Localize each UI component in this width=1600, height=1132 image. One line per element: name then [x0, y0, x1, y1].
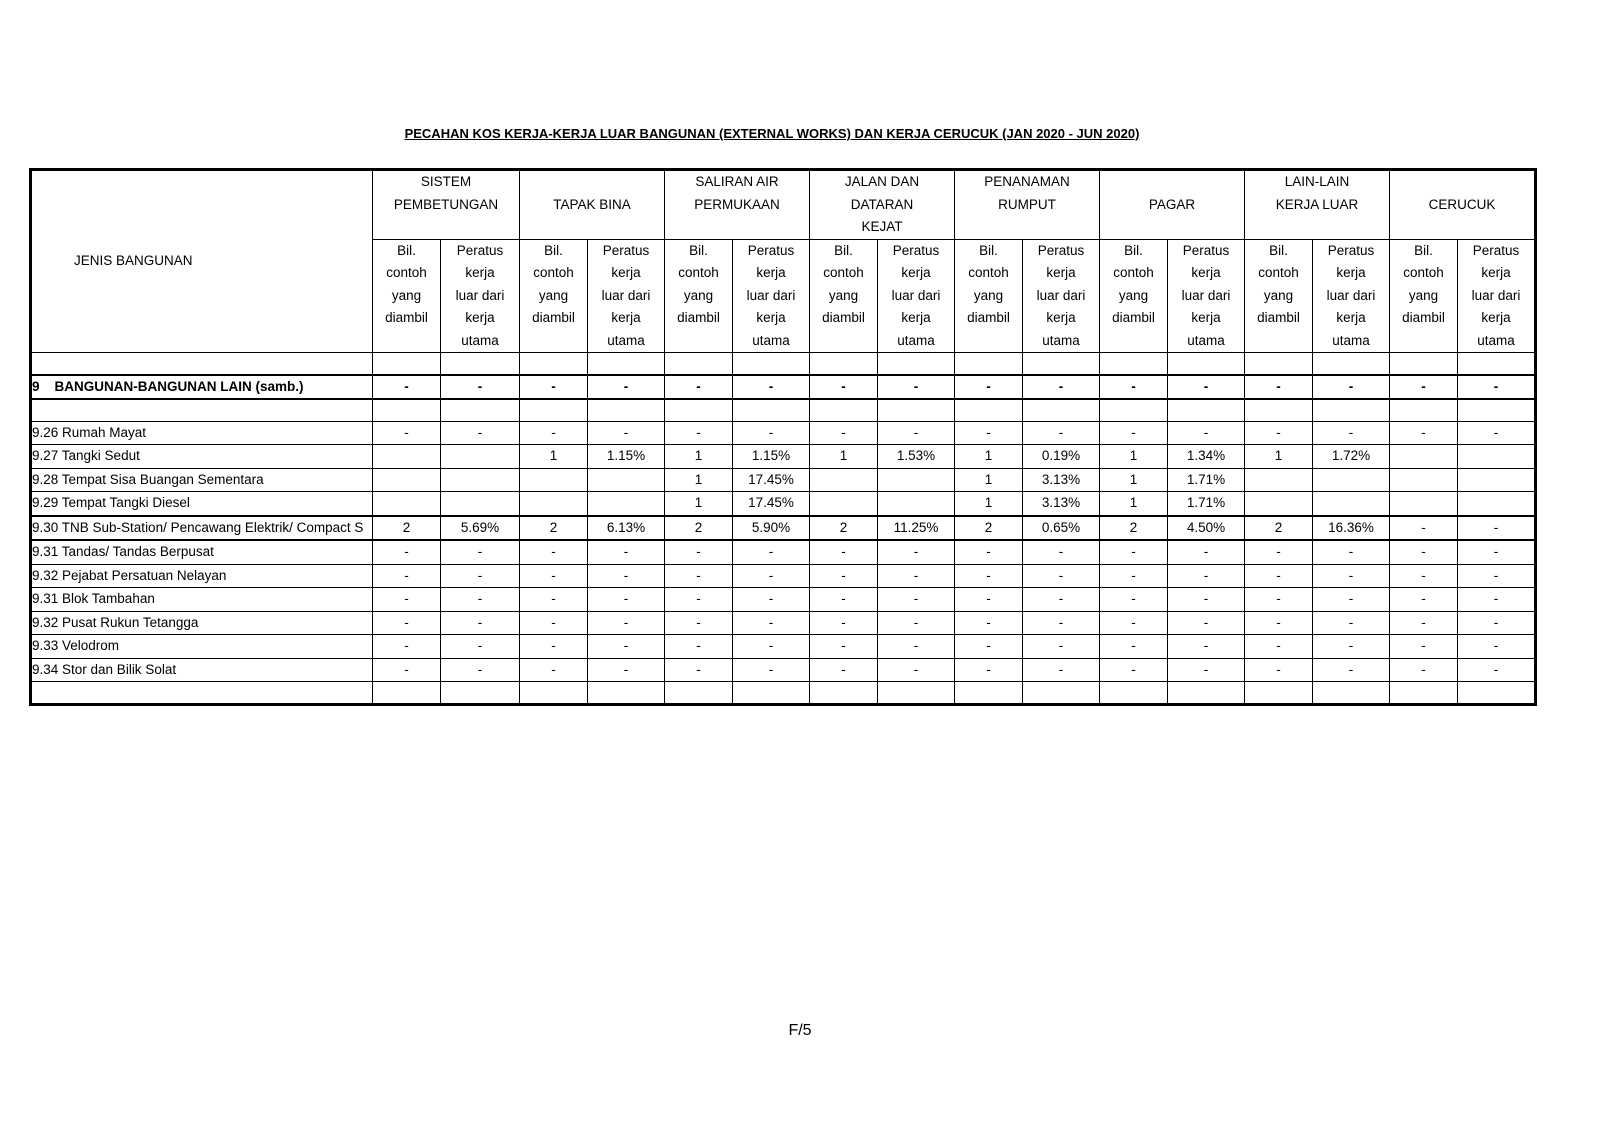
cell-bil	[1245, 353, 1313, 375]
row-label: 9.34 Stor dan Bilik Solat	[32, 658, 373, 682]
cell-peratus	[1023, 399, 1100, 421]
header-group: SALIRAN AIR PERMUKAAN	[665, 171, 810, 240]
table-row	[32, 588, 1535, 612]
cell-bil	[373, 353, 441, 375]
row-label: 9.27 Tangki Sedut	[32, 445, 373, 469]
cell-bil: -	[373, 375, 441, 400]
cell-bil	[1245, 399, 1313, 421]
cell-peratus: 11.25%	[878, 516, 955, 541]
cell-peratus	[1313, 399, 1390, 421]
cell-peratus	[1458, 492, 1535, 516]
cell-peratus: 3.13%	[1023, 492, 1100, 516]
cell-bil: -	[520, 564, 588, 588]
cell-peratus: 1.71%	[1168, 492, 1245, 516]
cell-bil: -	[810, 564, 878, 588]
cell-peratus: -	[1313, 564, 1390, 588]
cell-peratus: -	[1313, 588, 1390, 612]
cell-peratus	[441, 399, 520, 421]
cell-bil: -	[1245, 611, 1313, 635]
cell-bil: -	[1390, 516, 1458, 541]
row-label: 9.32 Pusat Rukun Tetangga	[32, 611, 373, 635]
cell-peratus: -	[733, 421, 810, 445]
cell-peratus: -	[878, 540, 955, 564]
cell-peratus: -	[878, 564, 955, 588]
cell-bil: -	[1100, 421, 1168, 445]
cell-peratus: -	[1313, 421, 1390, 445]
cell-peratus	[1023, 353, 1100, 375]
cell-peratus: 5.90%	[733, 516, 810, 541]
cell-peratus: -	[733, 611, 810, 635]
row-label: 9.33 Velodrom	[32, 635, 373, 659]
cell-peratus	[441, 445, 520, 469]
header-bil: Bil. contoh yang diambil	[810, 239, 878, 353]
cell-peratus: -	[441, 658, 520, 682]
cell-peratus: -	[1313, 540, 1390, 564]
header-peratus: Peratus kerja luar dari kerja utama	[1168, 239, 1245, 353]
cell-peratus: -	[1168, 421, 1245, 445]
row-label: 9.30 TNB Sub-Station/ Pencawang Elektrik/ Compact S	[32, 516, 373, 541]
cell-peratus: -	[1168, 564, 1245, 588]
cell-bil	[520, 353, 588, 375]
cell-bil: -	[810, 540, 878, 564]
cell-peratus: 4.50%	[1168, 516, 1245, 541]
cell-peratus: 1.34%	[1168, 445, 1245, 469]
cell-peratus: -	[441, 421, 520, 445]
cell-peratus: -	[1458, 516, 1535, 541]
cell-peratus	[588, 399, 665, 421]
cell-peratus: -	[588, 564, 665, 588]
cell-bil: -	[373, 658, 441, 682]
row-label: 9.31 Blok Tambahan	[32, 588, 373, 612]
cell-bil: -	[665, 611, 733, 635]
header-peratus: Peratus kerja luar dari kerja utama	[1313, 239, 1390, 353]
cell-peratus: -	[588, 658, 665, 682]
cell-peratus: -	[1458, 540, 1535, 564]
header-group: LAIN-LAIN KERJA LUAR	[1245, 171, 1390, 240]
cell-peratus: -	[1023, 588, 1100, 612]
cell-peratus: 17.45%	[733, 492, 810, 516]
cell-bil	[520, 399, 588, 421]
cell-bil: -	[520, 588, 588, 612]
cell-peratus	[588, 468, 665, 492]
cell-peratus: -	[1313, 658, 1390, 682]
cell-peratus	[878, 353, 955, 375]
cell-peratus	[733, 682, 810, 704]
cell-peratus	[1458, 682, 1535, 704]
cell-bil: -	[373, 588, 441, 612]
header-bil: Bil. contoh yang diambil	[665, 239, 733, 353]
cell-bil: -	[520, 635, 588, 659]
page-number: F/5	[788, 1022, 812, 1039]
cell-bil: -	[1390, 564, 1458, 588]
cell-peratus: -	[1168, 635, 1245, 659]
cell-peratus: -	[588, 611, 665, 635]
cell-peratus	[1313, 353, 1390, 375]
cell-bil: -	[955, 421, 1023, 445]
cell-peratus	[878, 492, 955, 516]
cell-bil: -	[1100, 611, 1168, 635]
cell-peratus	[1458, 353, 1535, 375]
cell-bil	[520, 682, 588, 704]
cell-peratus: -	[1313, 375, 1390, 400]
cell-bil: -	[810, 611, 878, 635]
table-row	[32, 445, 1535, 469]
cell-peratus	[441, 468, 520, 492]
cell-bil	[810, 682, 878, 704]
cell-peratus: -	[441, 564, 520, 588]
row-label	[32, 353, 373, 375]
cell-bil: 2	[520, 516, 588, 541]
cell-bil	[810, 492, 878, 516]
cell-bil: -	[955, 588, 1023, 612]
cell-bil	[1390, 468, 1458, 492]
cell-peratus: 1.71%	[1168, 468, 1245, 492]
header-bil: Bil. contoh yang diambil	[1390, 239, 1458, 353]
cell-bil: -	[520, 540, 588, 564]
cell-bil: -	[665, 375, 733, 400]
cell-bil	[665, 399, 733, 421]
cell-peratus	[588, 353, 665, 375]
cell-bil: -	[373, 635, 441, 659]
cell-bil: -	[1100, 635, 1168, 659]
cell-peratus	[588, 682, 665, 704]
cell-bil: -	[1390, 421, 1458, 445]
cell-peratus: 0.19%	[1023, 445, 1100, 469]
header-group: TAPAK BINA	[520, 171, 665, 240]
cell-peratus: -	[441, 588, 520, 612]
cell-bil: -	[520, 421, 588, 445]
row-label: 9.31 Tandas/ Tandas Berpusat	[32, 540, 373, 564]
header-bil: Bil. contoh yang diambil	[520, 239, 588, 353]
cell-bil: -	[1390, 375, 1458, 400]
cell-peratus: 6.13%	[588, 516, 665, 541]
row-label: 9 BANGUNAN-BANGUNAN LAIN (samb.)	[32, 375, 373, 400]
header-group: CERUCUK	[1390, 171, 1535, 240]
cell-bil	[1100, 353, 1168, 375]
cell-bil	[810, 353, 878, 375]
cell-peratus: -	[441, 540, 520, 564]
table-row	[32, 611, 1535, 635]
cell-bil: 1	[955, 468, 1023, 492]
header-bil: Bil. contoh yang diambil	[1245, 239, 1313, 353]
header-peratus: Peratus kerja luar dari kerja utama	[733, 239, 810, 353]
cell-bil	[1245, 492, 1313, 516]
header-group: PAGAR	[1100, 171, 1245, 240]
cell-peratus: -	[1458, 421, 1535, 445]
cell-peratus: -	[588, 540, 665, 564]
cell-bil	[1390, 445, 1458, 469]
cell-bil: -	[955, 635, 1023, 659]
cell-peratus	[1168, 353, 1245, 375]
cell-bil: 1	[1100, 445, 1168, 469]
cell-peratus: -	[1458, 658, 1535, 682]
cell-bil: -	[955, 540, 1023, 564]
cell-peratus: 16.36%	[1313, 516, 1390, 541]
cell-peratus	[878, 399, 955, 421]
cell-peratus: -	[1168, 588, 1245, 612]
cell-peratus: -	[878, 635, 955, 659]
cell-bil	[1390, 492, 1458, 516]
cell-bil: -	[665, 564, 733, 588]
header-group: JALAN DAN DATARAN KEJAT	[810, 171, 955, 240]
cell-bil: -	[1390, 588, 1458, 612]
cell-peratus: -	[1313, 635, 1390, 659]
table-row	[32, 468, 1535, 492]
blank-row	[32, 399, 1535, 421]
cell-bil: 2	[810, 516, 878, 541]
cell-bil: -	[1245, 658, 1313, 682]
table-row	[32, 492, 1535, 516]
cell-peratus: -	[1458, 611, 1535, 635]
cell-peratus: -	[1458, 564, 1535, 588]
cell-peratus: -	[733, 588, 810, 612]
cell-bil: -	[373, 540, 441, 564]
cell-peratus: -	[878, 421, 955, 445]
cell-peratus: -	[1023, 564, 1100, 588]
cell-peratus	[733, 353, 810, 375]
cell-bil	[373, 682, 441, 704]
cell-bil: -	[1390, 611, 1458, 635]
cell-peratus	[441, 492, 520, 516]
cell-bil	[520, 492, 588, 516]
cell-bil	[955, 353, 1023, 375]
cell-peratus: -	[733, 375, 810, 400]
cell-bil	[1100, 399, 1168, 421]
cell-bil: 2	[1100, 516, 1168, 541]
cell-bil: -	[955, 564, 1023, 588]
header-peratus: Peratus kerja luar dari kerja utama	[878, 239, 955, 353]
table-row	[32, 564, 1535, 588]
cell-peratus	[1313, 492, 1390, 516]
cell-peratus	[1313, 468, 1390, 492]
cell-peratus: -	[733, 540, 810, 564]
table-row	[32, 635, 1535, 659]
cell-bil: -	[810, 658, 878, 682]
cell-bil: -	[955, 658, 1023, 682]
cell-bil: 1	[1245, 445, 1313, 469]
header-peratus: Peratus kerja luar dari kerja utama	[588, 239, 665, 353]
cell-bil: 1	[810, 445, 878, 469]
row-label: 9.32 Pejabat Persatuan Nelayan	[32, 564, 373, 588]
cell-bil: -	[810, 635, 878, 659]
cell-bil: -	[1100, 588, 1168, 612]
row-label: 9.29 Tempat Tangki Diesel	[32, 492, 373, 516]
header-peratus: Peratus kerja luar dari kerja utama	[441, 239, 520, 353]
cell-peratus	[1458, 468, 1535, 492]
cell-peratus: 0.65%	[1023, 516, 1100, 541]
cell-bil: -	[1100, 375, 1168, 400]
cell-bil: -	[520, 611, 588, 635]
cell-peratus: -	[1458, 588, 1535, 612]
row-label	[32, 399, 373, 421]
cell-bil: 1	[955, 492, 1023, 516]
cell-bil	[1245, 468, 1313, 492]
cell-peratus: -	[1168, 658, 1245, 682]
cell-peratus	[733, 399, 810, 421]
cell-peratus: -	[733, 564, 810, 588]
cell-bil	[1390, 353, 1458, 375]
cell-peratus	[1458, 399, 1535, 421]
cell-bil: 2	[665, 516, 733, 541]
cell-bil: -	[665, 421, 733, 445]
cell-bil: -	[1100, 540, 1168, 564]
cell-peratus: -	[1023, 635, 1100, 659]
cell-bil	[955, 399, 1023, 421]
cell-peratus: -	[588, 588, 665, 612]
table-row	[32, 658, 1535, 682]
cell-bil: -	[1245, 564, 1313, 588]
header-group: SISTEM PEMBETUNGAN	[373, 171, 520, 240]
cell-bil: -	[373, 611, 441, 635]
cell-peratus: -	[878, 375, 955, 400]
cell-bil: -	[1245, 635, 1313, 659]
row-label	[32, 682, 373, 704]
cell-peratus	[1168, 682, 1245, 704]
cell-bil: -	[1390, 635, 1458, 659]
cell-peratus: -	[733, 635, 810, 659]
cell-bil	[810, 399, 878, 421]
cell-peratus	[1168, 399, 1245, 421]
cell-peratus: -	[588, 421, 665, 445]
cell-bil	[665, 353, 733, 375]
header-peratus: Peratus kerja luar dari kerja utama	[1458, 239, 1535, 353]
cell-peratus: 1.53%	[878, 445, 955, 469]
cell-peratus: -	[1313, 611, 1390, 635]
cell-peratus: -	[878, 658, 955, 682]
cell-bil: -	[1245, 421, 1313, 445]
cell-peratus	[1023, 682, 1100, 704]
row-label: 9.28 Tempat Sisa Buangan Sementara	[32, 468, 373, 492]
cell-peratus	[1458, 445, 1535, 469]
cell-peratus: -	[441, 611, 520, 635]
cell-peratus: -	[878, 588, 955, 612]
cell-bil: -	[1390, 658, 1458, 682]
cell-bil	[955, 682, 1023, 704]
cell-peratus: -	[441, 375, 520, 400]
cell-bil: -	[665, 635, 733, 659]
document-title: PECAHAN KOS KERJA-KERJA LUAR BANGUNAN (EXTERNAL WORKS) DAN KERJA CERUCUK (JAN 2020 - JUN 2020)	[404, 126, 1140, 141]
cell-peratus	[441, 682, 520, 704]
cell-bil: 2	[955, 516, 1023, 541]
cell-peratus: -	[1023, 375, 1100, 400]
cell-bil: -	[1100, 564, 1168, 588]
cell-peratus: -	[878, 611, 955, 635]
cell-bil: 1	[665, 492, 733, 516]
cell-bil: -	[520, 658, 588, 682]
blank-row	[32, 682, 1535, 704]
table-row	[32, 540, 1535, 564]
row-label: 9.26 Rumah Mayat	[32, 421, 373, 445]
cell-bil	[373, 399, 441, 421]
header-bil: Bil. contoh yang diambil	[373, 239, 441, 353]
cell-bil: -	[810, 421, 878, 445]
cell-bil: -	[665, 588, 733, 612]
cell-peratus: -	[1023, 540, 1100, 564]
header-peratus: Peratus kerja luar dari kerja utama	[1023, 239, 1100, 353]
cell-peratus: -	[1458, 635, 1535, 659]
header-jenis-bangunan: JENIS BANGUNAN	[32, 171, 373, 353]
cell-peratus: -	[733, 658, 810, 682]
cell-peratus: -	[1168, 375, 1245, 400]
cell-peratus: 3.13%	[1023, 468, 1100, 492]
table-row	[32, 516, 1535, 541]
cell-bil: 1	[1100, 492, 1168, 516]
cell-peratus	[878, 468, 955, 492]
cell-peratus: -	[1168, 540, 1245, 564]
cell-bil	[810, 468, 878, 492]
cell-bil: -	[665, 658, 733, 682]
cell-bil	[373, 468, 441, 492]
cell-bil: -	[955, 375, 1023, 400]
cell-peratus: -	[1023, 421, 1100, 445]
cell-peratus: -	[441, 635, 520, 659]
header-bil: Bil. contoh yang diambil	[1100, 239, 1168, 353]
cell-bil: -	[810, 375, 878, 400]
cell-bil: -	[955, 611, 1023, 635]
external-works-table	[31, 170, 1535, 704]
cell-bil: -	[1100, 658, 1168, 682]
cell-bil: -	[665, 540, 733, 564]
cell-peratus: -	[1168, 611, 1245, 635]
cell-bil: 1	[520, 445, 588, 469]
cell-bil: -	[1245, 375, 1313, 400]
cell-bil: 1	[665, 468, 733, 492]
cell-bil	[373, 492, 441, 516]
cell-bil	[520, 468, 588, 492]
cell-peratus: -	[1023, 611, 1100, 635]
cell-bil	[665, 682, 733, 704]
cell-bil: 2	[373, 516, 441, 541]
cell-peratus	[441, 353, 520, 375]
cell-bil: 1	[955, 445, 1023, 469]
cell-peratus	[1313, 682, 1390, 704]
table-row	[32, 421, 1535, 445]
header-bil: Bil. contoh yang diambil	[955, 239, 1023, 353]
cell-bil	[373, 445, 441, 469]
cell-bil: 2	[1245, 516, 1313, 541]
cell-peratus: 1.72%	[1313, 445, 1390, 469]
cell-bil: -	[1390, 540, 1458, 564]
cell-peratus: -	[588, 635, 665, 659]
cell-bil	[1100, 682, 1168, 704]
cell-bil: -	[520, 375, 588, 400]
cell-peratus: 17.45%	[733, 468, 810, 492]
header-group: PENANAMAN RUMPUT	[955, 171, 1100, 240]
cell-peratus	[588, 492, 665, 516]
blank-row	[32, 353, 1535, 375]
cell-bil: -	[373, 564, 441, 588]
cell-peratus: -	[588, 375, 665, 400]
cell-peratus: 1.15%	[733, 445, 810, 469]
cell-bil	[1245, 682, 1313, 704]
cell-bil: -	[1245, 588, 1313, 612]
cell-peratus	[878, 682, 955, 704]
section-row	[32, 375, 1535, 400]
cell-bil: -	[810, 588, 878, 612]
cell-bil	[1390, 682, 1458, 704]
cell-peratus: -	[1458, 375, 1535, 400]
cell-bil: 1	[1100, 468, 1168, 492]
cell-peratus: 1.15%	[588, 445, 665, 469]
cell-bil: 1	[665, 445, 733, 469]
cell-peratus: 5.69%	[441, 516, 520, 541]
cell-peratus: -	[1023, 658, 1100, 682]
cell-bil: -	[373, 421, 441, 445]
cell-bil	[1390, 399, 1458, 421]
cell-bil: -	[1245, 540, 1313, 564]
